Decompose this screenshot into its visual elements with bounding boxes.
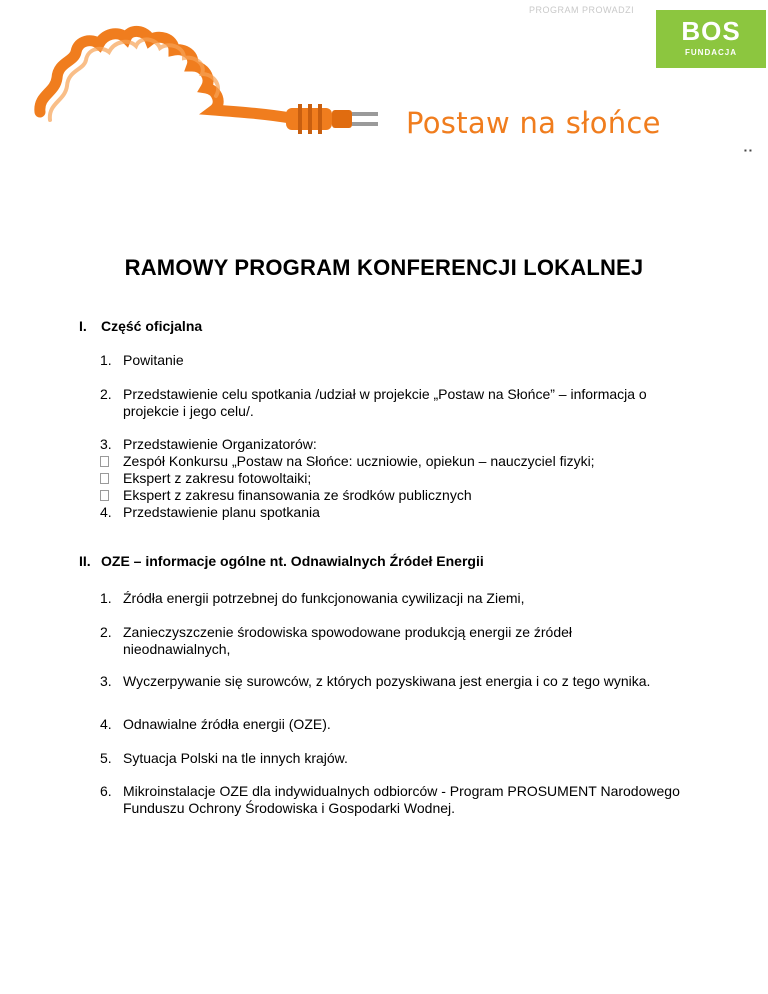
bullet-icon: [100, 453, 109, 470]
section-heading: [79, 553, 484, 569]
bos-foundation-logo: [656, 10, 766, 68]
item-text: Ekspert z zakresu finansowania ze środków publicznych: [123, 487, 472, 503]
item-number: 4.: [100, 504, 112, 520]
list-item: [100, 750, 680, 767]
item-number: 5.: [100, 750, 112, 766]
corner-mark: ▪ ▪: [744, 146, 752, 155]
list-item: [100, 453, 680, 470]
list-item: [100, 783, 680, 817]
list-item: [100, 716, 680, 733]
bullet-icon: [100, 487, 109, 504]
list-item: [100, 487, 680, 504]
item-text: Źródła energii potrzebnej do funkcjonowania cywilizacji na Ziemi,: [123, 590, 525, 606]
list-item: [100, 436, 680, 453]
item-number: 2.: [100, 624, 112, 640]
item-number: 6.: [100, 783, 112, 799]
bullet-icon: [100, 470, 109, 487]
list-item: [100, 352, 680, 369]
item-text: Przedstawienie Organizatorów:: [123, 436, 317, 452]
orange-cable-plug-icon: [0, 0, 420, 160]
list-item: [100, 590, 680, 607]
list-item: [100, 624, 680, 658]
item-text: Powitanie: [123, 352, 184, 368]
item-number: 2.: [100, 386, 112, 402]
item-text: Przedstawienie celu spotkania /udział w projekcie „Postaw na Słońce” – informacja o projekcie i jego celu/.: [123, 386, 647, 419]
item-number: 3.: [100, 436, 112, 452]
item-number: 1.: [100, 590, 112, 606]
item-text: Sytuacja Polski na tle innych krajów.: [123, 750, 348, 766]
list-item: [100, 504, 680, 521]
logo-subtitle: FUNDACJA: [685, 48, 737, 57]
section-title: Część oficjalna: [101, 318, 203, 334]
item-text: Odnawialne źródła energii (OZE).: [123, 716, 331, 732]
item-text: Przedstawienie planu spotkania: [123, 504, 320, 520]
program-label: PROGRAM PROWADZI: [529, 5, 635, 15]
section-title: OZE – informacje ogólne nt. Odnawialnych Źródeł Energii: [101, 553, 484, 569]
item-number: 1.: [100, 352, 112, 368]
section-number: I.: [79, 318, 87, 334]
item-text: Zespół Konkursu „Postaw na Słońce: uczniowie, opiekun – nauczyciel fizyki;: [123, 453, 595, 469]
item-text: Ekspert z zakresu fotowoltaiki;: [123, 470, 312, 486]
item-number: 4.: [100, 716, 112, 732]
list-item: [100, 470, 680, 487]
item-number: 3.: [100, 673, 112, 689]
logo-name: BOS: [681, 16, 741, 46]
item-text: Wyczerpywanie się surowców, z których pozyskiwana jest energia i co z tego wynika.: [123, 673, 651, 689]
list-item: [100, 673, 680, 690]
list-item: [100, 386, 680, 420]
item-text: Mikroinstalacje OZE dla indywidualnych odbiorców - Program PROSUMENT Narodowego Funduszu Ochrony Środowiska i Gospodarki Wodnej.: [123, 783, 680, 816]
page-header: [0, 0, 768, 160]
slogan-text: Postaw na słońce: [406, 106, 661, 140]
section-number: II.: [79, 553, 91, 569]
section-heading: [79, 318, 202, 334]
item-text: Zanieczyszczenie środowiska spowodowane produkcją energii ze źródeł nieodnawialnych,: [123, 624, 573, 657]
page-title: RAMOWY PROGRAM KONFERENCJI LOKALNEJ: [124, 255, 644, 280]
